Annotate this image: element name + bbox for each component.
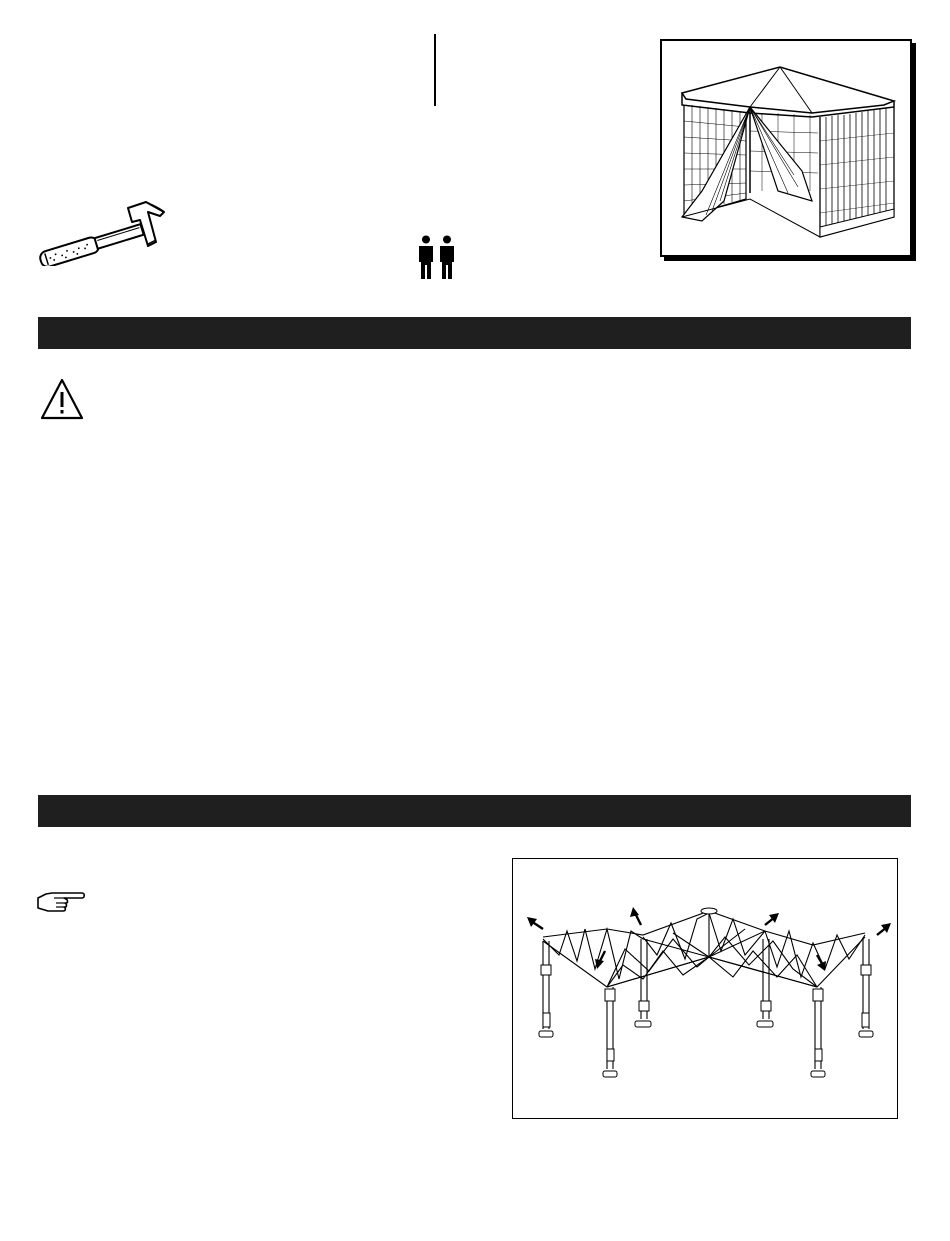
header-divider	[434, 34, 436, 106]
product-image	[660, 39, 912, 257]
section-header-bar	[38, 795, 911, 827]
screened-gazebo-illustration	[662, 41, 910, 255]
pointing-hand-icon	[36, 890, 86, 914]
two-people-icon	[416, 235, 458, 279]
frame-figure	[512, 858, 898, 1119]
warning-triangle-icon	[40, 378, 84, 420]
section-title	[38, 324, 50, 341]
section-title	[38, 802, 50, 819]
section-header-bar	[38, 317, 911, 349]
canopy-frame-expansion-diagram	[513, 859, 897, 1118]
hammer-icon	[36, 198, 166, 266]
